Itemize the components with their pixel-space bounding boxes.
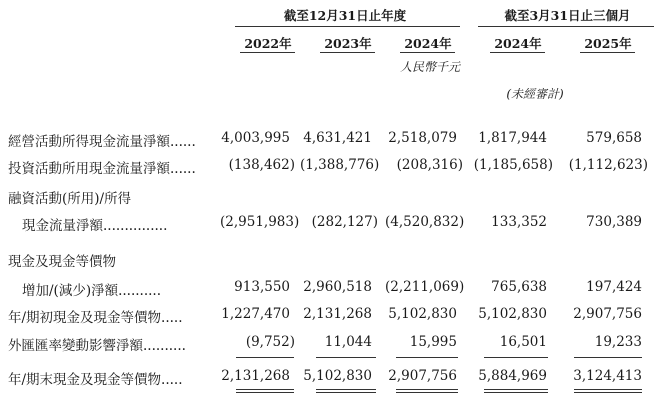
cell-value: 4,631,421 xyxy=(303,130,372,146)
row-label: 外匯匯率變動影響淨額.......... xyxy=(8,338,186,354)
period-header-full-year: 截至12月31日止年度 xyxy=(283,8,407,23)
header-rule-full-year xyxy=(235,26,460,27)
double-rule xyxy=(484,392,548,393)
unit-label: 人民幣千元 xyxy=(399,60,460,74)
row-label: 投資活動所用現金流量淨額...... xyxy=(8,161,196,177)
cell-value: 197,424 xyxy=(586,279,642,295)
cell-value: 2,131,268 xyxy=(303,306,372,322)
cell-value: 2,960,518 xyxy=(303,279,372,295)
total-rule xyxy=(574,357,642,358)
cell-value: 5,102,830 xyxy=(478,306,547,322)
unaudited-label: (未經審計) xyxy=(506,87,564,101)
double-rule xyxy=(396,392,458,393)
total-rule xyxy=(316,357,376,358)
cell-value: 2,907,756 xyxy=(573,306,642,322)
double-rule xyxy=(484,389,548,390)
cell-value: 2,518,079 xyxy=(388,130,457,146)
double-rule xyxy=(574,389,642,390)
double-rule xyxy=(396,389,458,390)
row-label: 現金流量淨額............... xyxy=(22,218,168,234)
year-header: 2025年 xyxy=(584,36,632,51)
year-rule xyxy=(400,52,455,53)
year-header: 2022年 xyxy=(244,36,292,51)
total-rule xyxy=(236,357,294,358)
total-rule xyxy=(396,357,458,358)
double-rule xyxy=(574,392,642,393)
cell-value: (1,112,623) xyxy=(568,157,648,173)
year-header: 2023年 xyxy=(324,36,372,51)
cell-value: 1,227,470 xyxy=(221,306,290,322)
total-rule xyxy=(484,357,548,358)
row-label: 增加/(減少)淨額.......... xyxy=(22,283,161,299)
cell-value: (282,127) xyxy=(311,214,378,230)
cell-value: 765,638 xyxy=(491,279,547,295)
cell-value: 15,995 xyxy=(409,334,457,350)
year-rule xyxy=(490,52,545,53)
cell-value: 3,124,413 xyxy=(573,368,642,384)
year-header: 2024年 xyxy=(494,36,542,51)
year-rule xyxy=(240,52,295,53)
cell-value: 19,233 xyxy=(594,334,642,350)
cell-value: 133,352 xyxy=(491,214,547,230)
year-rule xyxy=(580,52,635,53)
cell-value: (1,185,658) xyxy=(473,157,553,173)
cell-value: (9,752) xyxy=(245,334,295,350)
cell-value: 4,003,995 xyxy=(221,130,290,146)
cell-value: 5,884,969 xyxy=(478,368,547,384)
row-label: 年/期初現金及現金等價物..... xyxy=(8,310,183,326)
cell-value: 11,044 xyxy=(324,334,372,350)
cell-value: 1,817,944 xyxy=(478,130,547,146)
cell-value: 5,102,830 xyxy=(303,368,372,384)
row-label: 經營活動所得現金流量淨額...... xyxy=(8,134,196,150)
cell-value: (4,520,832) xyxy=(385,214,465,230)
cell-value: (208,316) xyxy=(396,157,463,173)
cell-value: 913,550 xyxy=(234,279,290,295)
cell-value: 2,131,268 xyxy=(221,368,290,384)
year-header: 2024年 xyxy=(404,36,452,51)
cell-value: 730,389 xyxy=(586,214,642,230)
cell-value: (2,951,983) xyxy=(220,214,300,230)
row-label: 現金及現金等價物 xyxy=(8,254,116,270)
double-rule xyxy=(316,392,376,393)
header-rule-three-months xyxy=(478,26,654,27)
year-rule xyxy=(320,52,375,53)
double-rule xyxy=(236,392,294,393)
cell-value: (1,388,776) xyxy=(300,157,380,173)
cell-value: 579,658 xyxy=(586,130,642,146)
period-header-three-months: 截至3月31日止三個月 xyxy=(504,8,631,23)
double-rule xyxy=(316,389,376,390)
cell-value: 2,907,756 xyxy=(388,368,457,384)
cell-value: (138,462) xyxy=(228,157,295,173)
cell-value: 5,102,830 xyxy=(388,306,457,322)
cell-value: (2,211,069) xyxy=(385,279,465,295)
row-label: 年/期末現金及現金等價物..... xyxy=(8,372,183,388)
cell-value: 16,501 xyxy=(499,334,547,350)
double-rule xyxy=(236,389,294,390)
row-label: 融資活動(所用)/所得 xyxy=(8,191,132,207)
